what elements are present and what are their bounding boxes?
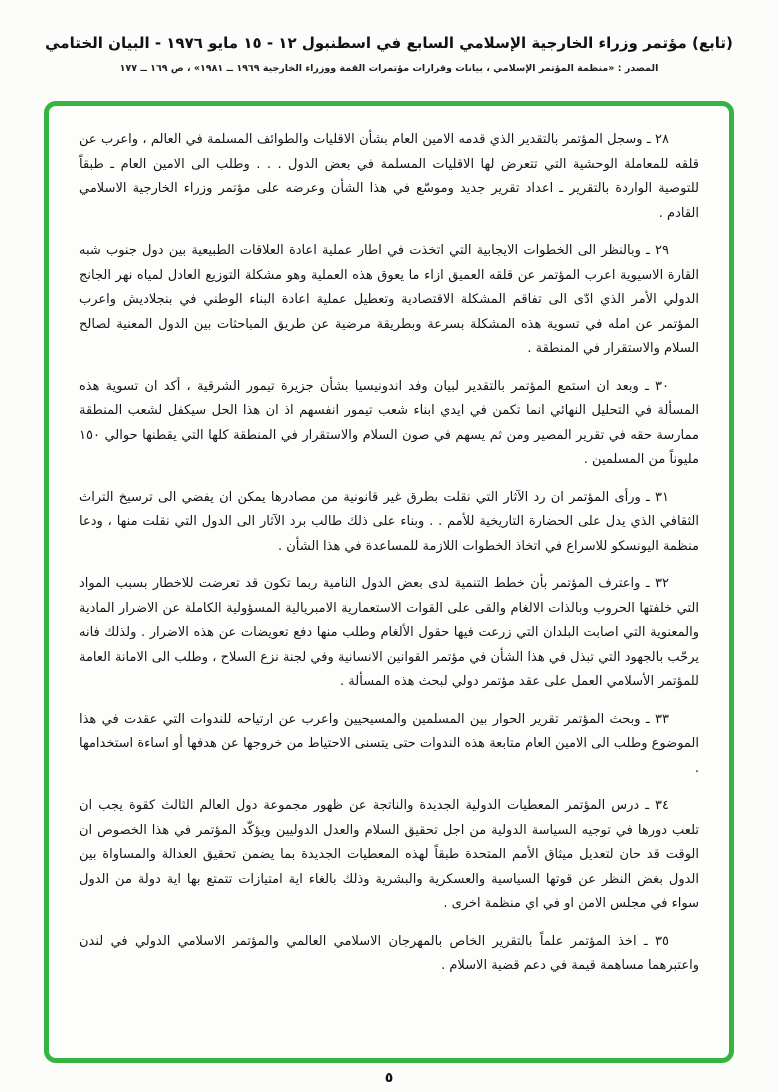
- source-line: المصدر : «منظمة المؤتمر الإسلامي ، بيانات وقرارات مؤتمرات القمة ووزراء الخارجية ١٩٦٩ ــ ١٩٨١» ، ص ١٦٩ ــ ١٧٧: [119, 63, 659, 74]
- paragraph-32: ٣٢ ـ واعترف المؤتمر بأن خطط التنمية لدى بعض الدول النامية ربما تكون قد تعرضت للاخطار بسبب المواد التي خلفتها الحروب وبالذات الالغام والقى على القوات الاستعمارية الامبريالية المسؤولية الكاملة عن الاضرار المادية والمعنوية التي اصابت البلدان التي زرعت فيها حقول الألغام وطلب منها دفع تعويضات عن هذه الاضرار . ولذلك فانه يرحّب بالجهود التي تبذل في هذا الشأن في مؤتمر القوانين الانسانية وفي لجنة نزع السلاح ، وطلب الى الامانة العامة للمؤتمر الأسلامي العمل على عقد مؤتمر دولي لبحث هذه المسألة .: [79, 576, 699, 689]
- paragraph-28: ٢٨ ـ وسجل المؤتمر بالتقدير الذي قدمه الامين العام بشأن الاقليات والطوائف المسلمة في العالم ، واعرب عن قلقه للمعاملة الوحشية التي تتعرض لها الاقليات المسلمة في بعض الدول . . . وطلب الى الامين العام ـ طبقاً للتوصية الواردة بالتقرير ـ اعداد تقرير جديد وموسّع في هذا الشأن وعرضه على مؤتمر وزراء الخارجية الاسلامي القادم .: [79, 132, 699, 221]
- paragraph-29: ٢٩ ـ وبالنظر الى الخطوات الايجابية التي اتخذت في اطار عملية اعادة العلاقات الطبيعية بين دول جنوب شبه القارة الاسيوية اعرب المؤتمر عن قلقه العميق ازاء ما يعوق هذه العملية وهو مشكلة التوزيع العادل لمياه نهر الجانج الدولي الأمر الذي ادّى الى تفاقم المشكلة الاقتصادية وتعطيل عملية اعادة البناء الوطني في بنجلاديش واعرب المؤتمر عن امله في تسوية هذه المشكلة بسرعة وبطريقة مرضية عن طريق المباحثات بين الدول المعنية لصالح السلام والاستقرار في المنطقة .: [79, 243, 699, 356]
- paragraph-31: ٣١ ـ ورأى المؤتمر ان رد الآثار التي نقلت بطرق غير قانونية من مصادرها يمكن ان يفضي الى ترسيخ التراث الثقافي الذي يدل على الحضارة التاريخية للأمم . . وبناء على ذلك طالب برد الآثار الى الدول التي نقلت منها ، ودعا منظمة اليونسكو للاسراع في اتخاذ الخطوات اللازمة للمساعدة في هذا الشأن .: [79, 489, 699, 554]
- green-frame: [44, 101, 734, 1063]
- paragraph-35: ٣٥ ـ اخذ المؤتمر علماً بالتقرير الخاص بالمهرجان الاسلامي العالمي والمؤتمر الاسلامي الدولي في لندن واعتبرهما مساهمة قيمة في دعم قضية الاسلام .: [79, 933, 699, 973]
- paragraph-34: ٣٤ ـ درس المؤتمر المعطيات الدولية الجديدة والناتجة عن ظهور مجموعة دول العالم الثالث كقوة يجب ان تلعب دورها في توجيه السياسة الدولية من اجل تحقيق السلام والعدل الدوليين ويؤكّد المؤتمر في هذا الخصوص ان الوقت قد حان لتعديل ميثاق الأمم المتحدة طبقاً لهذه المعطيات الجديدة بما يضمن تحقيق العدالة والمساواة بين الدول بغض النظر عن قوتها السياسية والعسكرية والبشرية وذلك بالغاء اية امتيازات تتمتع بها اية دولة من الدول سواء في مجلس الامن او في اي منظمة اخرى .: [79, 798, 699, 911]
- page-header: [0, 0, 778, 74]
- paragraph-30: ٣٠ ـ وبعد ان استمع المؤتمر بالتقدير لبيان وفد اندونيسيا بشأن جزيرة تيمور الشرقية ، أكد ان تسوية هذه المسألة في التحليل النهائي انما تكمن في ايدي ابناء شعب تيمور انفسهم اذ ان هذا الحل سيكفل لشعب المنطقة ممارسة حقه في تقرير المصير ومن ثم يسهم في صون السلام والاستقرار في المنطقة كلها التي يقطنها حوالي ١٥٠ مليوناً من المسلمين .: [79, 378, 699, 467]
- page-title: (تابع) مؤتمر وزراء الخارجية الإسلامي السابع في اسطنبول ١٢ - ١٥ مايو ١٩٧٦ - البيان الختامي: [45, 34, 733, 52]
- paragraph-33: ٣٣ ـ وبحث المؤتمر تقرير الحوار بين المسلمين والمسيحيين واعرب عن ارتياحه للندوات التي عقدت في هذا الموضوع وطلب الى الامين العام متابعة هذه الندوات حتى يتسنى الاحتياط من خروجها عن هدفها أو اساءة استخدامها .: [79, 711, 699, 776]
- page-number: ٥: [384, 1070, 394, 1086]
